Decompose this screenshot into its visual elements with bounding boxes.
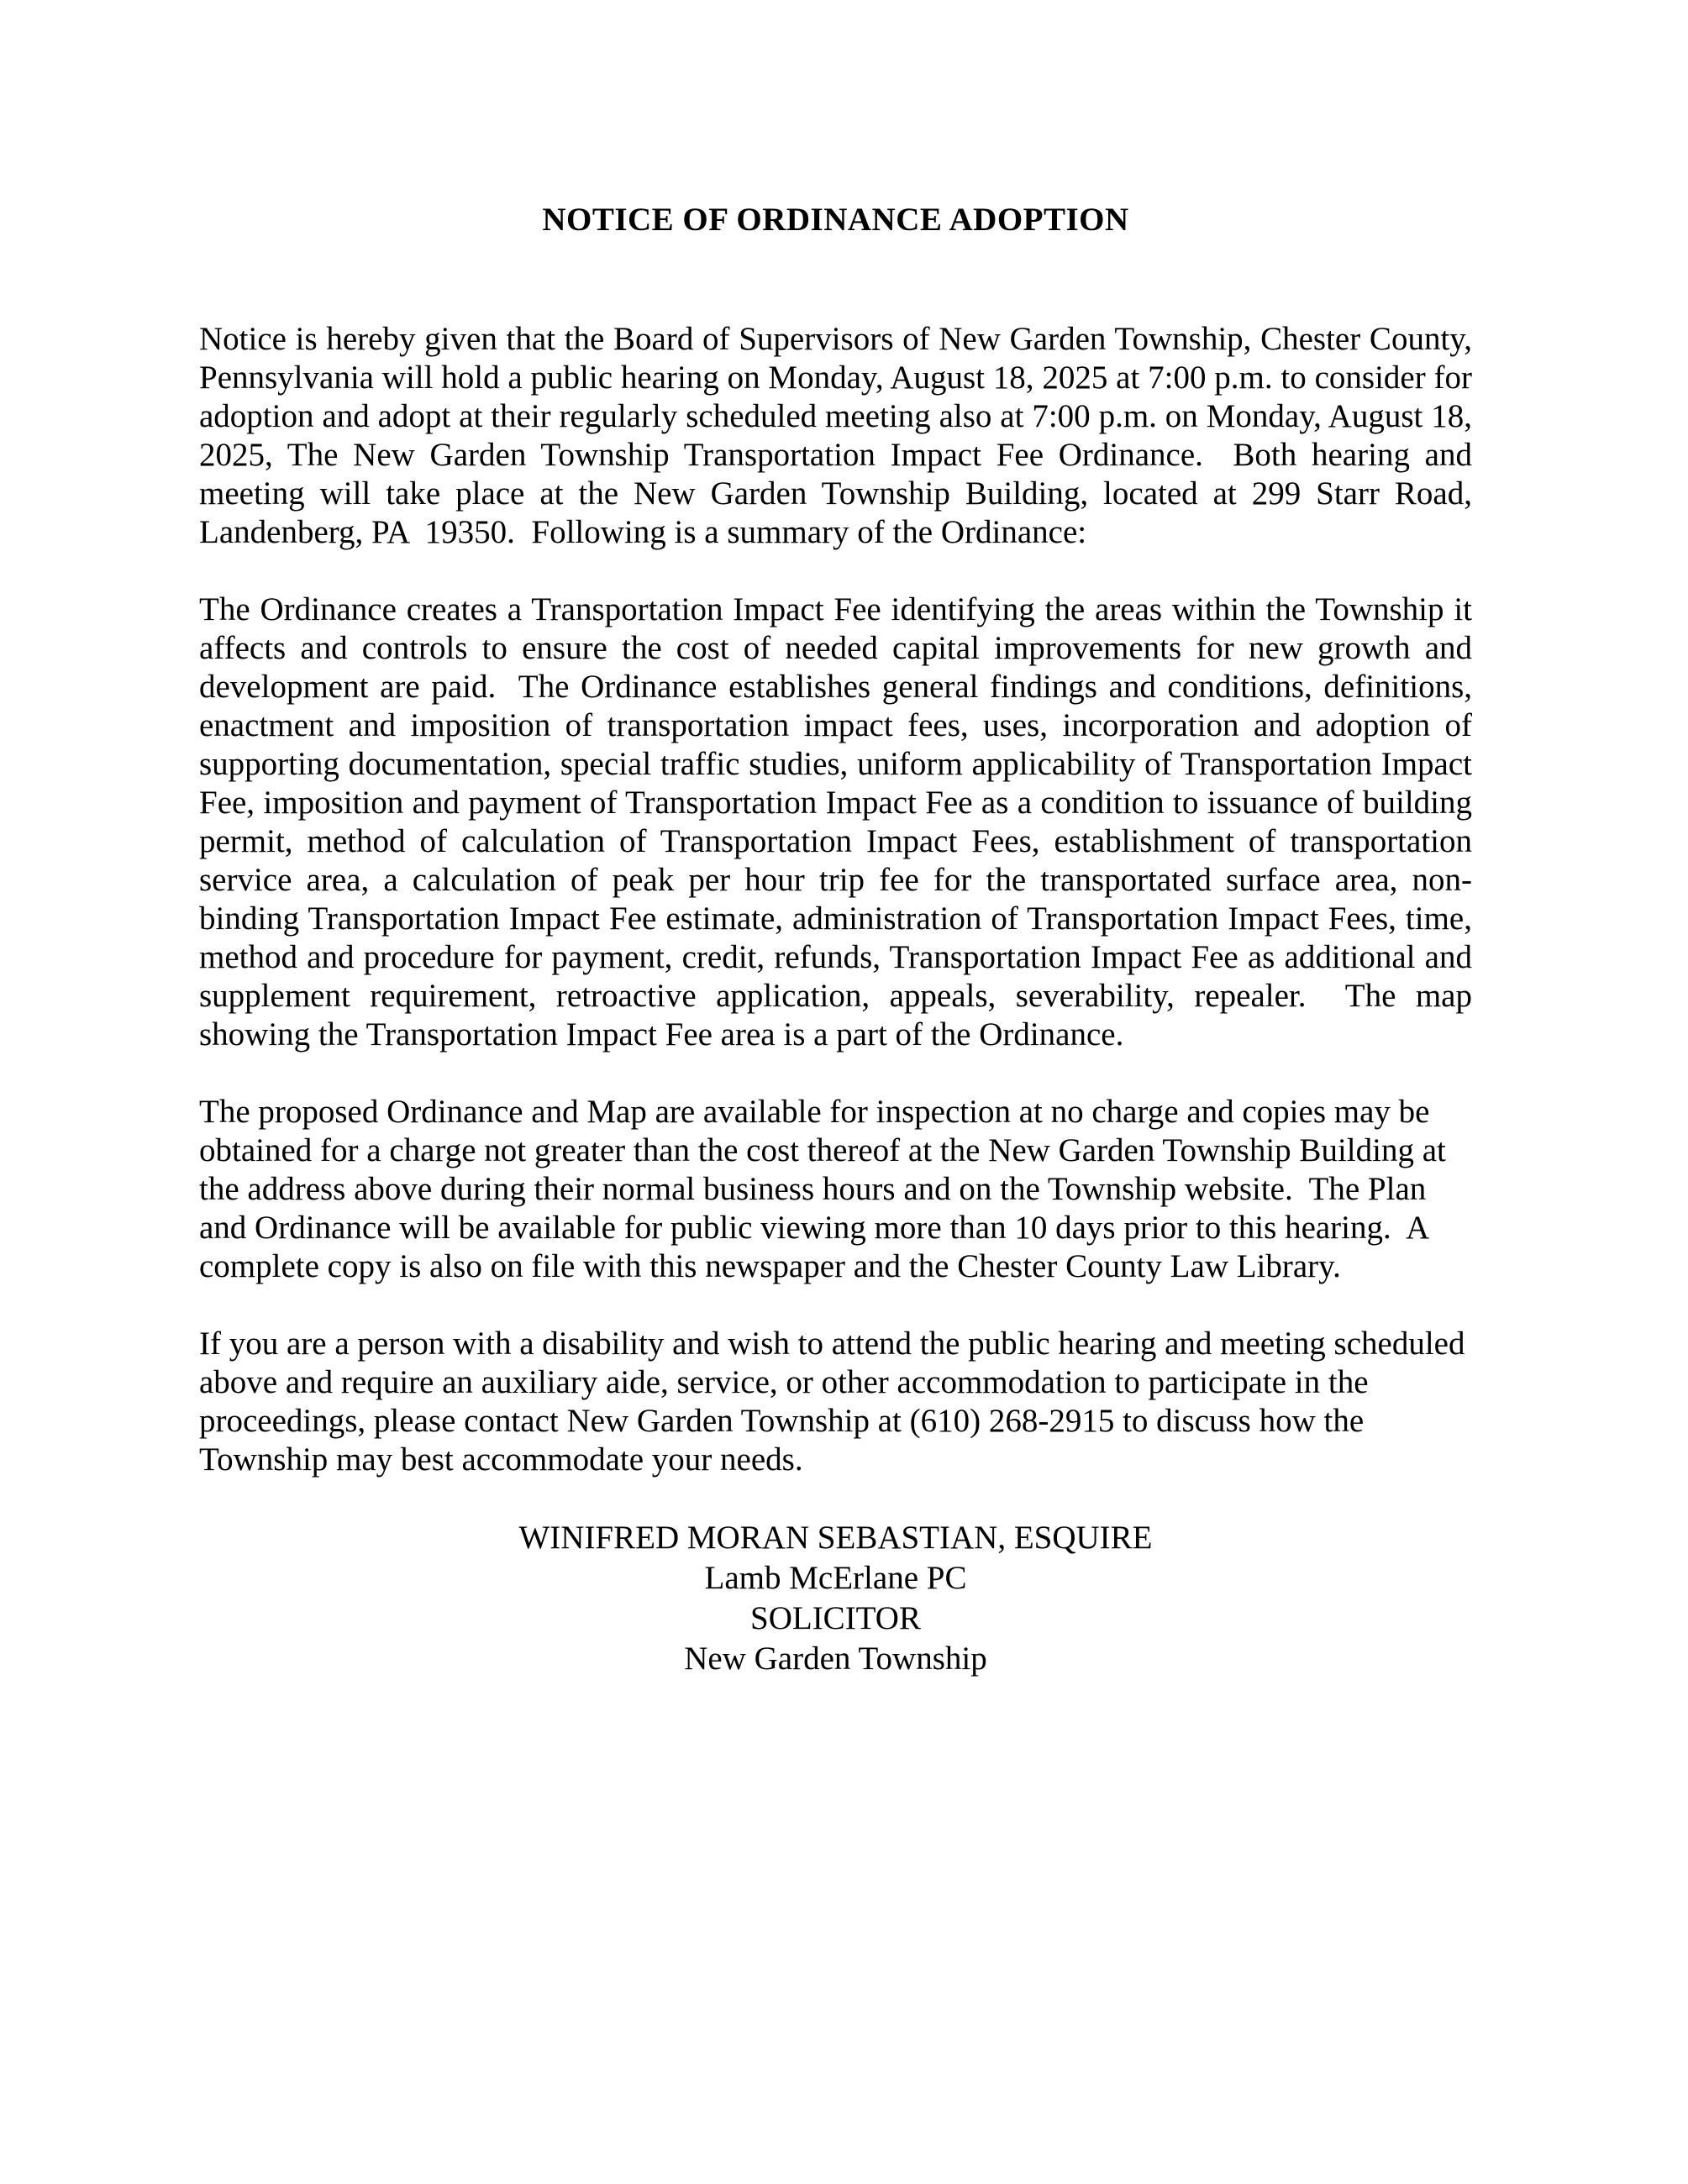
paragraph-hearing-notice: Notice is hereby given that the Board of Supervisors of New Garden Township, Chester County, Pennsylvania will hold a public hearing on Monday, August 18, 2025 at 7:00 p.m. to consider for adoption and adopt at their regularly scheduled meeting also at 7:00 p.m. on Monday, August 18, 2025, The New Garden Township Transportation Impact Fee Ordinance. Both hearing and meeting will take place at the New Garden Township Building, located at 299 Starr Road, Landenberg, PA 19350. Following is a summary of the Ordinance: [199,321,1480,550]
signature-block [199,1518,1472,1679]
signature-name: WINIFRED MORAN SEBASTIAN, ESQUIRE [518,1520,1153,1556]
document-title: NOTICE OF ORDINANCE ADOPTION [542,202,1129,238]
signature-organization: New Garden Township [684,1641,987,1677]
paragraph-ordinance-summary: The Ordinance creates a Transportation Impact Fee identifying the areas within the Township it affects and controls to ensure the cost of needed capital improvements for new growth and development are paid. The Ordinance establishes general findings and conditions, definitions, enactment and imposition of transportation impact fees, uses, incorporation and adoption of supporting documentation, special traffic studies, uniform applicability of Transportation Impact Fee, imposition and payment of Transportation Impact Fee as a condition to issuance of building permit, method of calculation of Transportation Impact Fees, establishment of transportation service area, a calculation of peak per hour trip fee for the transportated surface area, non-binding Transportation Impact Fee estimate, administration of Transportation Impact Fees, time, method and procedure for payment, credit, refunds, Transportation Impact Fee as additional and supplement requirement, retroactive application, appeals, severability, repealer. The map showing the Transportation Impact Fee area is a part of the Ordinance. [199,591,1480,1053]
paragraph-ada-accommodation: If you are a person with a disability and wish to attend the public hearing and meeting scheduled above and require an auxiliary aide, service, or other accommodation to participate in the proceedings, please contact New Garden Township at (610) 268-2915 to discuss how the Township may best accommodate your needs. [199,1326,1474,1478]
paragraph-availability: The proposed Ordinance and Map are available for inspection at no charge and copies may be obtained for a charge not greater than the cost thereof at the New Garden Township Building at the address above during their normal business hours and on the Township website. The Plan and Ordinance will be available for public viewing more than 10 days prior to this hearing. A complete copy is also on file with this newspaper and the Chester County Law Library. [199,1094,1454,1284]
signature-role: SOLICITOR [750,1600,921,1636]
signature-firm: Lamb McErlane PC [704,1560,967,1596]
